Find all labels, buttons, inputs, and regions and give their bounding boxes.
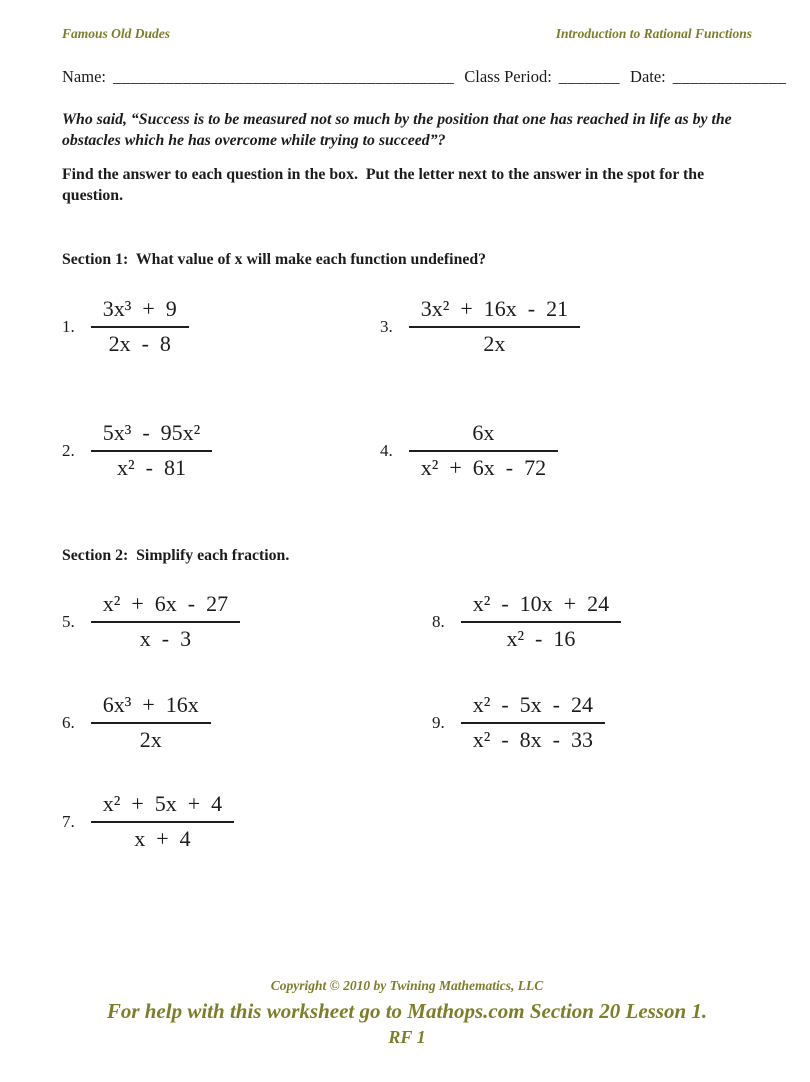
problem-number: 1.	[62, 316, 75, 336]
problem-2	[62, 420, 212, 481]
fraction-numerator: x² - 5x - 24	[472, 692, 593, 718]
fraction-denominator: x² - 16	[506, 626, 576, 652]
problem-row	[62, 791, 752, 852]
worksheet-topic-title: Introduction to Rational Functions	[555, 26, 752, 41]
fraction	[409, 296, 580, 357]
fraction-denominator: x + 4	[134, 826, 191, 852]
fraction-denominator: x² - 8x - 33	[472, 727, 593, 753]
fraction	[91, 791, 234, 852]
worksheet-code: RF 1	[388, 1027, 426, 1047]
problem-cell	[432, 591, 621, 652]
problem-number: 8.	[432, 611, 445, 631]
fraction	[409, 420, 558, 481]
problem-row	[62, 692, 752, 753]
fraction-numerator: 6x	[472, 420, 495, 446]
section-2-problems	[62, 565, 752, 852]
section-1-problems	[62, 269, 752, 481]
problem-cell	[62, 692, 432, 753]
fraction-numerator: 3x³ + 9	[102, 296, 177, 322]
fraction-denominator: 2x	[483, 331, 506, 357]
fraction	[461, 591, 621, 652]
fraction-numerator: x² + 5x + 4	[102, 791, 223, 817]
fraction-numerator: 6x³ + 16x	[102, 692, 199, 718]
fraction	[91, 591, 240, 652]
problem-number: 3.	[380, 316, 393, 336]
worksheet-series-title: Famous Old Dudes	[62, 26, 171, 41]
problem-cell	[380, 296, 580, 357]
fraction	[91, 692, 211, 753]
fraction	[91, 420, 213, 481]
class-period-label: Class Period:	[464, 67, 552, 86]
problem-7	[62, 791, 234, 852]
problem-5	[62, 591, 240, 652]
help-line: For help with this worksheet go to Mathops.com Section 20 Lesson 1.	[106, 999, 708, 1023]
fraction-numerator: 3x² + 16x - 21	[420, 296, 569, 322]
problem-9	[432, 692, 605, 753]
page-footer	[62, 978, 752, 1048]
problem-cell	[432, 692, 605, 753]
problem-cell	[62, 791, 432, 852]
date-label: Date:	[630, 67, 666, 86]
problem-number: 7.	[62, 811, 75, 831]
problem-8	[432, 591, 621, 652]
fraction-denominator: 2x - 8	[108, 331, 171, 357]
problem-cell	[62, 296, 380, 357]
section-2-title: Section 2: Simplify each fraction.	[62, 547, 290, 565]
fraction-denominator: x² + 6x - 72	[420, 455, 547, 481]
problem-cell	[62, 420, 380, 481]
problem-1	[62, 296, 189, 357]
fraction	[461, 692, 605, 753]
fraction-numerator: 5x³ - 95x²	[102, 420, 201, 446]
problem-row	[62, 420, 752, 481]
copyright-line: Copyright © 2010 by Twining Mathematics, LLC	[270, 978, 544, 993]
student-info-row	[62, 67, 787, 87]
riddle-question: Who said, “Success is to be measured not so much by the position that one has reached in life as by the obstacles which he has overcome while trying to succeed”?	[62, 111, 736, 149]
problem-4	[380, 420, 558, 481]
fraction	[91, 296, 189, 357]
name-blank-line: _______________________________________	[112, 67, 455, 86]
problem-row	[62, 591, 752, 652]
problem-cell	[380, 420, 558, 481]
date-blank-line: _____________	[672, 67, 787, 86]
fraction-denominator: 2x	[139, 727, 162, 753]
section-1-title: Section 1: What value of x will make each function undefined?	[62, 251, 487, 269]
instructions-text: Find the answer to each question in the box. Put the letter next to the answer in the spot for the question.	[62, 165, 709, 205]
problem-number: 2.	[62, 440, 75, 460]
problem-cell	[62, 591, 432, 652]
problem-row	[62, 296, 752, 357]
problem-number: 4.	[380, 440, 393, 460]
fraction-numerator: x² - 10x + 24	[472, 591, 610, 617]
page-header	[62, 26, 752, 42]
problem-number: 9.	[432, 712, 445, 732]
fraction-denominator: x² - 81	[117, 455, 186, 481]
name-label: Name:	[62, 67, 106, 86]
fraction-denominator: x - 3	[139, 626, 192, 652]
problem-number: 6.	[62, 712, 75, 732]
fraction-numerator: x² + 6x - 27	[102, 591, 229, 617]
problem-number: 5.	[62, 611, 75, 631]
class-period-blank-line: _______	[558, 67, 621, 86]
problem-6	[62, 692, 211, 753]
problem-3	[380, 296, 580, 357]
